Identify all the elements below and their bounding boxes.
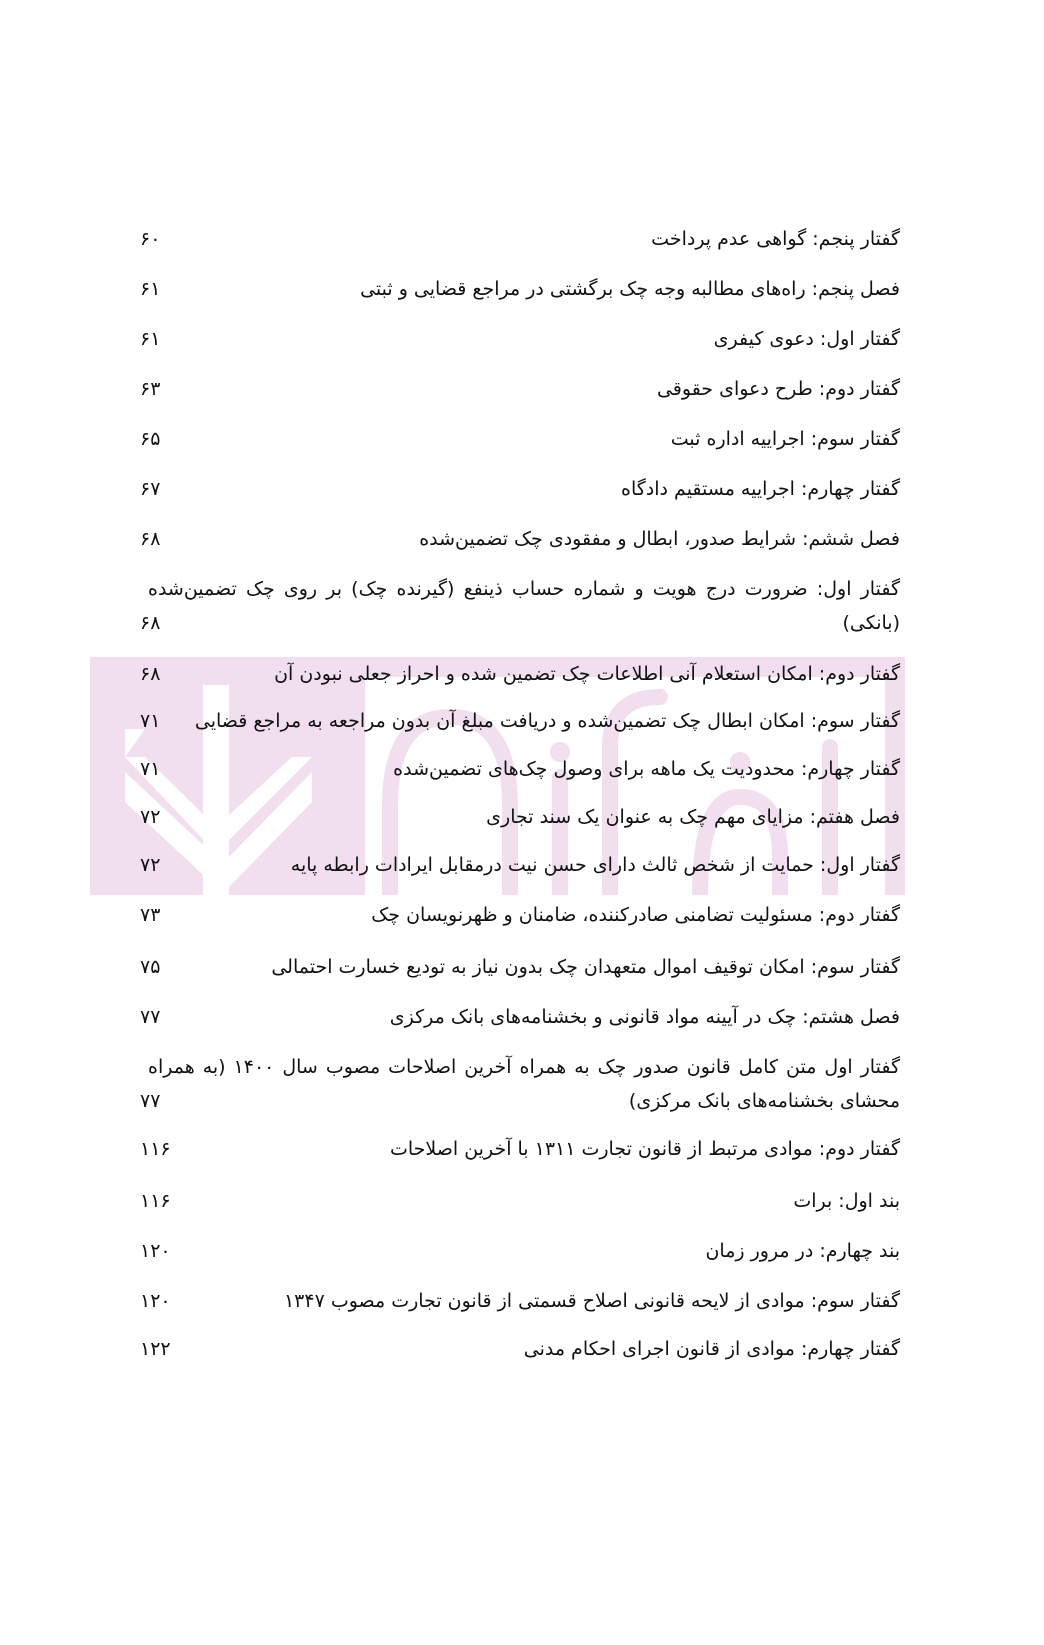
- toc-entry-page: ۶۱: [140, 328, 161, 350]
- toc-entry-title: گفتار پنجم: گواهی عدم پرداخت: [651, 228, 900, 250]
- toc-entry-title: گفتار اول: حمایت از شخص ثالث دارای حسن نیت درمقابل ایرادات رابطه پایه: [290, 854, 900, 876]
- toc-entry-title: فصل پنجم: راه‌های مطالبه وجه چک برگشتی در مراجع قضایی و ثبتی: [360, 278, 900, 300]
- toc-entry-title: گفتار اول: دعوی کیفری: [713, 328, 900, 350]
- toc-entry-title: گفتار اول: ضرورت درج هویت و شماره حساب ذینفع (گیرنده چک) بر روی چک تضمین‌شده (بانکی): [148, 578, 900, 634]
- toc-entry-title: گفتار سوم: اجراییه اداره ثبت: [670, 428, 900, 450]
- toc-entry-page: ۷۱: [140, 710, 161, 732]
- toc-entry-title: گفتار سوم: امکان توقیف اموال متعهدان چک بدون نیاز به تودیع خسارت احتمالی: [271, 956, 900, 978]
- toc-entry-page: ۱۲۰: [140, 1290, 171, 1312]
- toc-entry-title: گفتار اول متن کامل قانون صدور چک به همراه آخرین اصلاحات مصوب سال ۱۴۰۰ (به همراه محشای بخشنامه‌های بانک مرکزی): [148, 1056, 900, 1112]
- toc-entry-title: گفتار دوم: موادی مرتبط از قانون تجارت ۱۳۱۱ با آخرین اصلاحات: [390, 1138, 900, 1160]
- toc-entry-title: گفتار چهارم: محدودیت یک ماهه برای وصول چک‌های تضمین‌شده: [393, 758, 900, 780]
- toc-entry-title: فصل ششم: شرایط صدور، ابطال و مفقودی چک تضمین‌شده: [419, 528, 900, 550]
- toc-entry-page: ۱۲۲: [140, 1338, 171, 1360]
- toc-entry-page: ۷۵: [140, 956, 161, 978]
- toc-entry-page: ۶۰: [140, 228, 161, 250]
- toc-entry-page: ۱۱۶: [140, 1190, 171, 1212]
- toc-entry-page: ۷۳: [140, 904, 161, 926]
- toc-entry-title: گفتار چهارم: موادی از قانون اجرای احکام مدنی: [523, 1338, 900, 1360]
- toc-entry-title: گفتار سوم: موادی از لایحه قانونی اصلاح قسمتی از قانون تجارت مصوب ۱۳۴۷: [283, 1290, 900, 1312]
- toc-entry-title: فصل هفتم: مزایای مهم چک به عنوان یک سند تجاری: [486, 806, 900, 828]
- toc-entry-page: ۱۲۰: [140, 1240, 171, 1262]
- toc-entry-page: ۷۷: [140, 1090, 161, 1112]
- toc-entry-page: ۶۱: [140, 278, 161, 300]
- toc-entry-page: ۶۸: [140, 663, 161, 685]
- toc-entry-page: ۶۸: [140, 612, 161, 634]
- toc-entry-page: ۶۵: [140, 428, 161, 450]
- toc-entry-page: ۷۷: [140, 1006, 161, 1028]
- toc-entry-page: ۷۲: [140, 854, 161, 876]
- toc-entry-page: ۷۱: [140, 758, 161, 780]
- toc-entry-title: گفتار چهارم: اجراییه مستقیم دادگاه: [621, 478, 900, 500]
- toc-entry-title: گفتار دوم: طرح دعوای حقوقی: [656, 378, 900, 400]
- toc-entry-title: بند چهارم: در مرور زمان: [705, 1240, 900, 1262]
- toc-entry-page: ۶۸: [140, 528, 161, 550]
- toc-entry-page: ۶۷: [140, 478, 161, 500]
- toc-entry-page: ۷۲: [140, 806, 161, 828]
- toc-entry-page: ۶۳: [140, 378, 161, 400]
- toc-entry-title: فصل هشتم: چک در آیینه مواد قانونی و بخشنامه‌های بانک مرکزی: [389, 1006, 900, 1028]
- toc-entry-title: گفتار سوم: امکان ابطال چک تضمین‌شده و دریافت مبلغ آن بدون مراجعه به مراجع قضایی: [194, 710, 900, 732]
- toc-entry-title: بند اول: برات: [793, 1190, 900, 1212]
- toc-entry-page: ۱۱۶: [140, 1138, 171, 1160]
- toc-entry-title: گفتار دوم: مسئولیت تضامنی صادرکننده، ضامنان و ظهرنویسان چک: [371, 904, 900, 926]
- toc-entry-title: گفتار دوم: امکان استعلام آنی اطلاعات چک تضمین شده و احراز جعلی نبودن آن: [274, 663, 900, 685]
